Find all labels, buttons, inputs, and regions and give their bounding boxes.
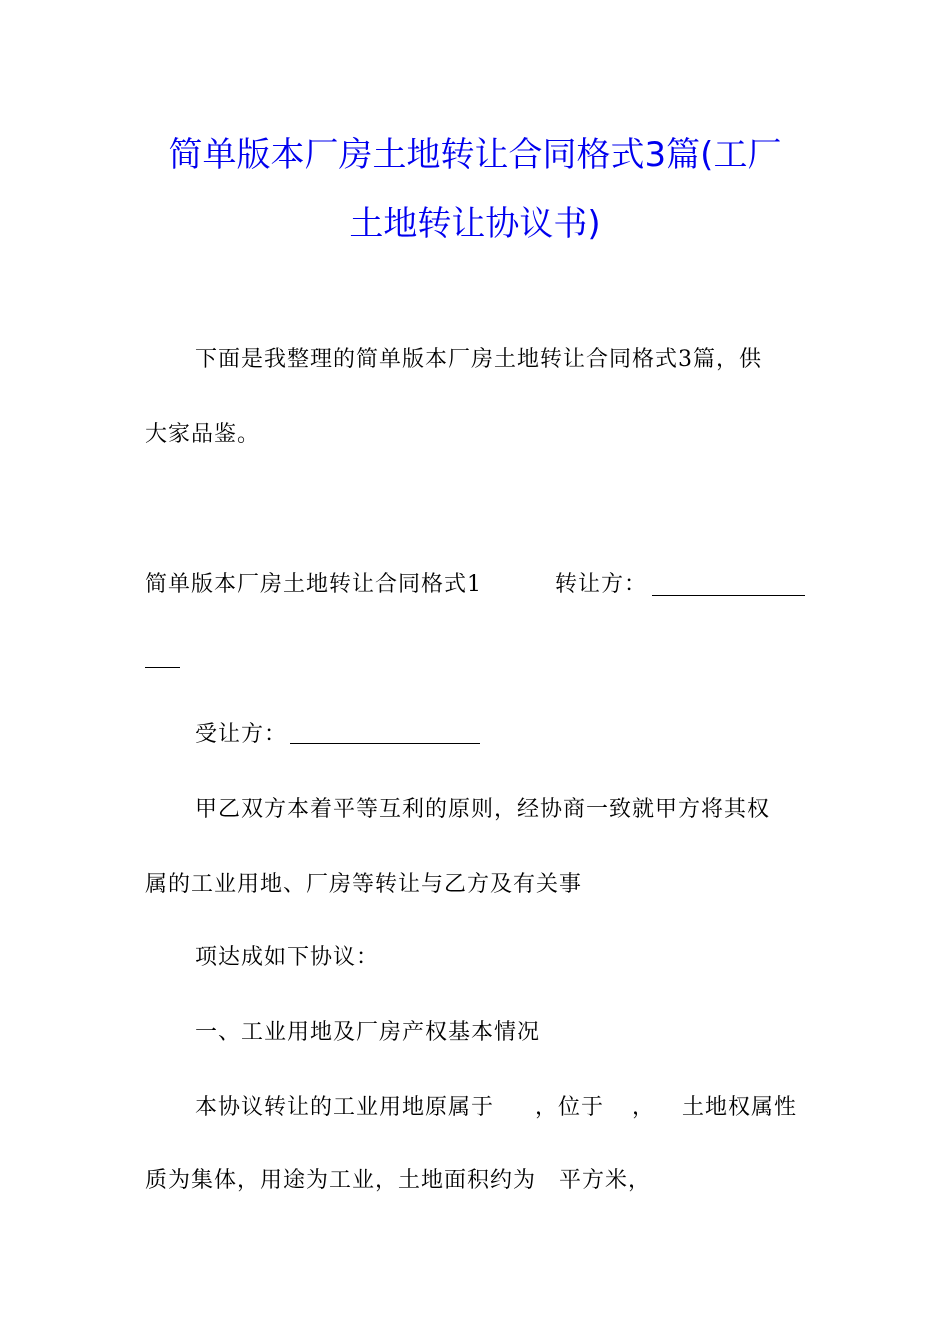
transferee-label: 受让方： bbox=[195, 722, 288, 747]
transferee-blank bbox=[290, 742, 480, 744]
document-title-line-2: 土地转让协议书) bbox=[349, 204, 601, 244]
intro-line-1: 下面是我整理的简单版本厂房土地转让合同格式3篇，供 bbox=[195, 347, 762, 372]
clause-1-line-1-part-d: 土地权属性 bbox=[682, 1095, 798, 1120]
transferor-blank bbox=[652, 594, 805, 596]
clause-1-line-2: 质为集体，用途为工业，土地面积约为 平方米， bbox=[145, 1168, 652, 1193]
paragraph-1-line-3: 项达成如下协议： bbox=[195, 945, 380, 970]
clause-1-line-1-part-a: 本协议转让的工业用地原属于 bbox=[195, 1095, 495, 1120]
transferor-blank-continued bbox=[145, 666, 180, 668]
clause-1-heading: 一、工业用地及厂房产权基本情况 bbox=[195, 1020, 541, 1045]
paragraph-1-line-2: 属的工业用地、厂房等转让与乙方及有关事 bbox=[145, 872, 583, 897]
section-heading: 简单版本厂房土地转让合同格式1 bbox=[145, 572, 482, 597]
paragraph-1-line-1: 甲乙双方本着平等互利的原则，经协商一致就甲方将其权 bbox=[195, 797, 771, 822]
document-title-line-1: 简单版本厂房土地转让合同格式3篇(工厂 bbox=[168, 135, 782, 175]
clause-1-line-1-part-b: ，位于 bbox=[535, 1095, 605, 1120]
clause-1-line-1-part-c: ， bbox=[632, 1095, 656, 1120]
transferor-label: 转让方： bbox=[555, 572, 648, 597]
intro-line-2: 大家品鉴。 bbox=[145, 422, 261, 447]
